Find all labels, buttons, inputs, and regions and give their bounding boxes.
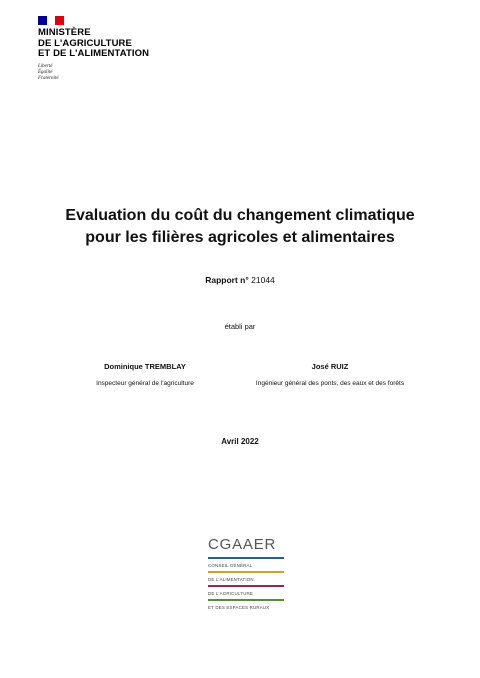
logo-color-bar-1	[208, 557, 284, 559]
report-title	[0, 205, 480, 249]
flag-stripe-red	[55, 16, 64, 25]
title-line-1: Evaluation du coût du changement climatique	[65, 207, 415, 224]
report-number	[0, 275, 480, 285]
ministry-line-2: DE L'AGRICULTURE	[38, 37, 132, 49]
report-number-label: Rapport n°	[205, 275, 249, 285]
motto-liberte: Liberté	[38, 63, 53, 69]
flag-stripe-blue	[38, 16, 47, 25]
cgaaer-logo-name: CGAAER	[208, 536, 277, 553]
ministry-name	[38, 28, 149, 60]
motto-egalite: Égalité	[38, 69, 53, 75]
author-role: Inspecteur général de l'agriculture	[96, 380, 194, 387]
author-role: Ingénieur général des ponts, des eaux et des forêts	[255, 380, 405, 387]
logo-line-3: DE L'AGRICULTURE	[208, 591, 253, 596]
author-name: José RUIZ	[311, 362, 349, 371]
ministry-header	[38, 16, 149, 82]
logo-line-2: DE L'ALIMENTATION	[208, 577, 254, 582]
logo-color-bar-4	[208, 599, 284, 601]
logo-line-1: CONSEIL GÉNÉRAL	[208, 563, 253, 568]
author-block-1	[60, 362, 230, 388]
marianne-flag-icon	[38, 16, 64, 25]
author-block-2	[230, 362, 430, 388]
logo-color-bar-3	[208, 585, 284, 587]
logo-line-4: ET DES ESPACES RURAUX	[208, 605, 270, 610]
report-date: Avril 2022	[221, 437, 259, 446]
motto-fraternite: Fraternité	[38, 75, 59, 81]
flag-stripe-white	[47, 16, 56, 25]
ministry-line-1: MINISTÈRE	[38, 27, 91, 38]
ministry-line-3: ET DE L'ALIMENTATION	[38, 48, 150, 59]
cgaaer-logo	[208, 536, 284, 610]
report-number-value: 21044	[251, 275, 275, 285]
author-name: Dominique TREMBLAY	[104, 362, 186, 371]
logo-color-bar-2	[208, 571, 284, 573]
title-line-2: pour les filières agricoles et alimentaires	[85, 229, 395, 246]
republic-motto	[38, 64, 149, 82]
established-by-label: établi par	[224, 322, 256, 331]
